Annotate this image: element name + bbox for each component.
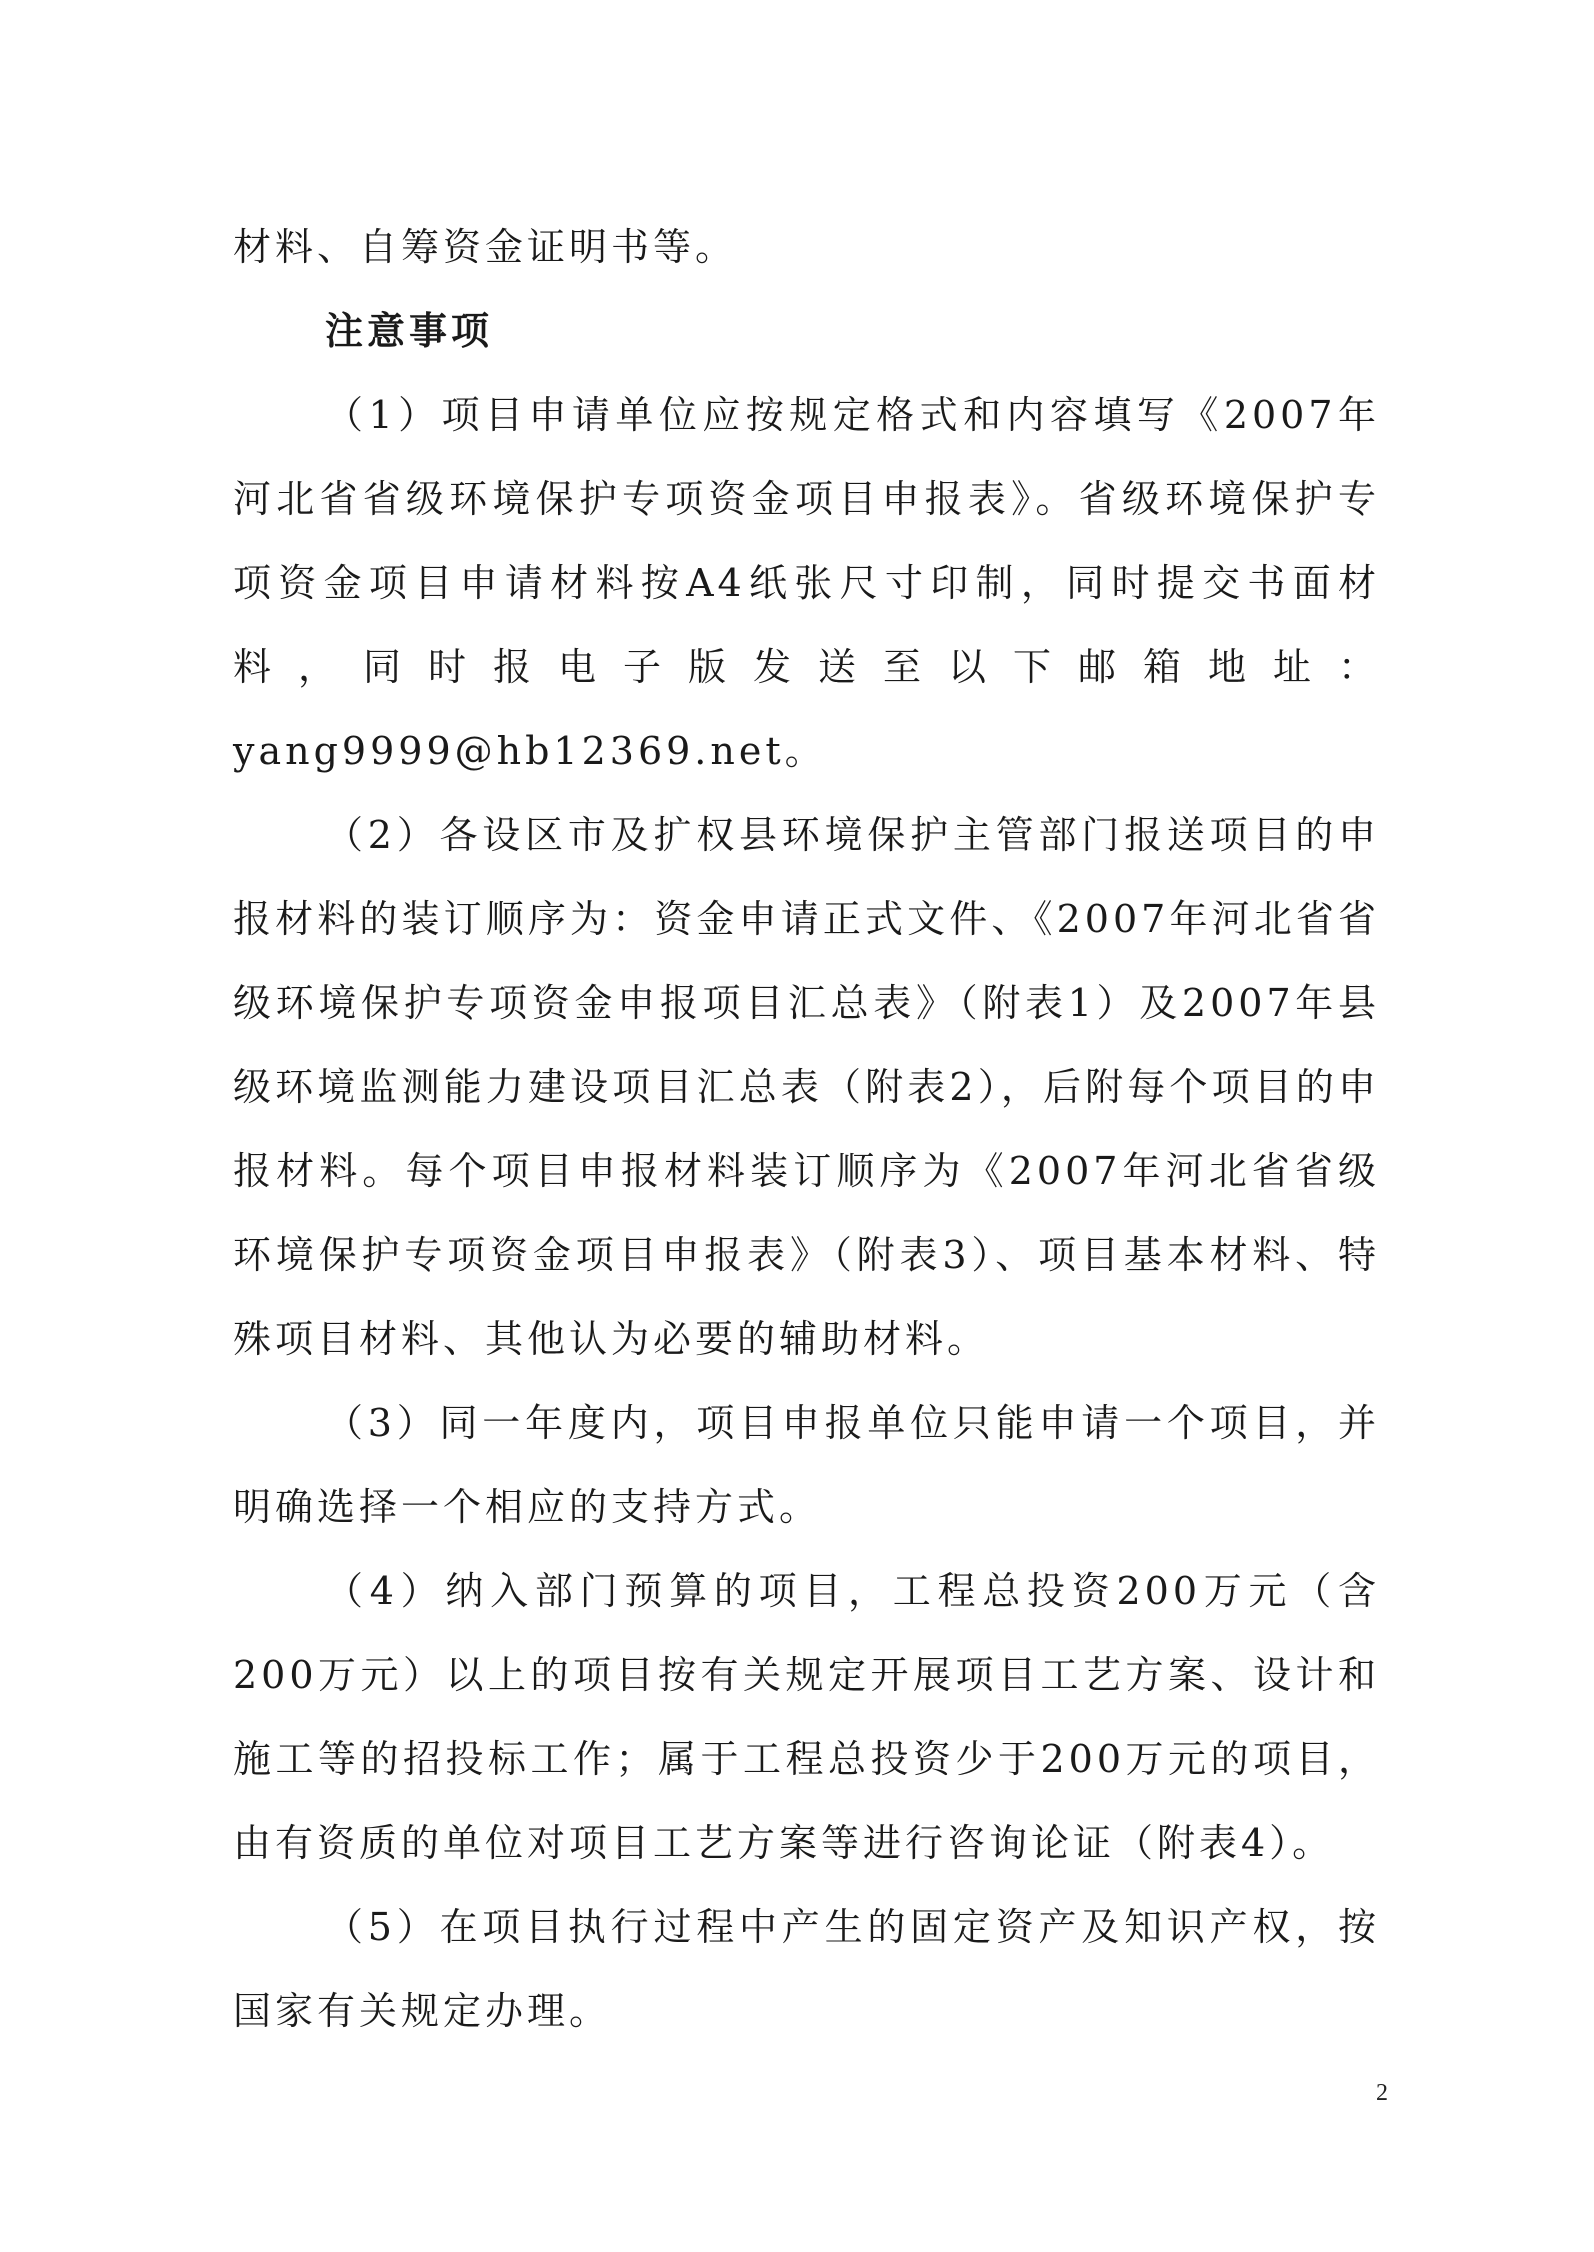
item-3: （3）同一年度内，项目申报单位只能申请一个项目，并明确选择一个相应的支持方式。: [233, 1401, 1380, 1529]
item-4: （4）纳入部门预算的项目，工程总投资200万元（含200万元）以上的项目按有关规定开展项目工艺方案、设计和施工等的招投标工作；属于工程总投资少于200万元的项目，由有资质的单位对项目工艺方案等进行咨询论证（附表4）。: [233, 1569, 1380, 1865]
document-body: [233, 205, 1380, 2053]
item-5: （5）在项目执行过程中产生的固定资产及知识产权，按国家有关规定办理。: [233, 1905, 1380, 2033]
section-heading: 注意事项: [325, 309, 494, 353]
page-number: 2: [1376, 2080, 1388, 2106]
lead-text: 材料、自筹资金证明书等。: [233, 225, 738, 269]
item-1: （1）项目申请单位应按规定格式和内容填写《2007年河北省省级环境保护专项资金项目申报表》。省级环境保护专项资金项目申请材料按A4纸张尺寸印制，同时提交书面材料，同时报电子版发送至以下邮箱地址：yang9999@hb12369.net。: [233, 393, 1380, 773]
item-2: （2）各设区市及扩权县环境保护主管部门报送项目的申报材料的装订顺序为：资金申请正式文件、《2007年河北省省级环境保护专项资金申报项目汇总表》（附表1）及2007年县级环境监测能力建设项目汇总表（附表2），后附每个项目的申报材料。每个项目申报材料装订顺序为《2007年河北省省级环境保护专项资金项目申报表》（附表3）、项目基本材料、特殊项目材料、其他认为必要的辅助材料。: [233, 813, 1380, 1361]
